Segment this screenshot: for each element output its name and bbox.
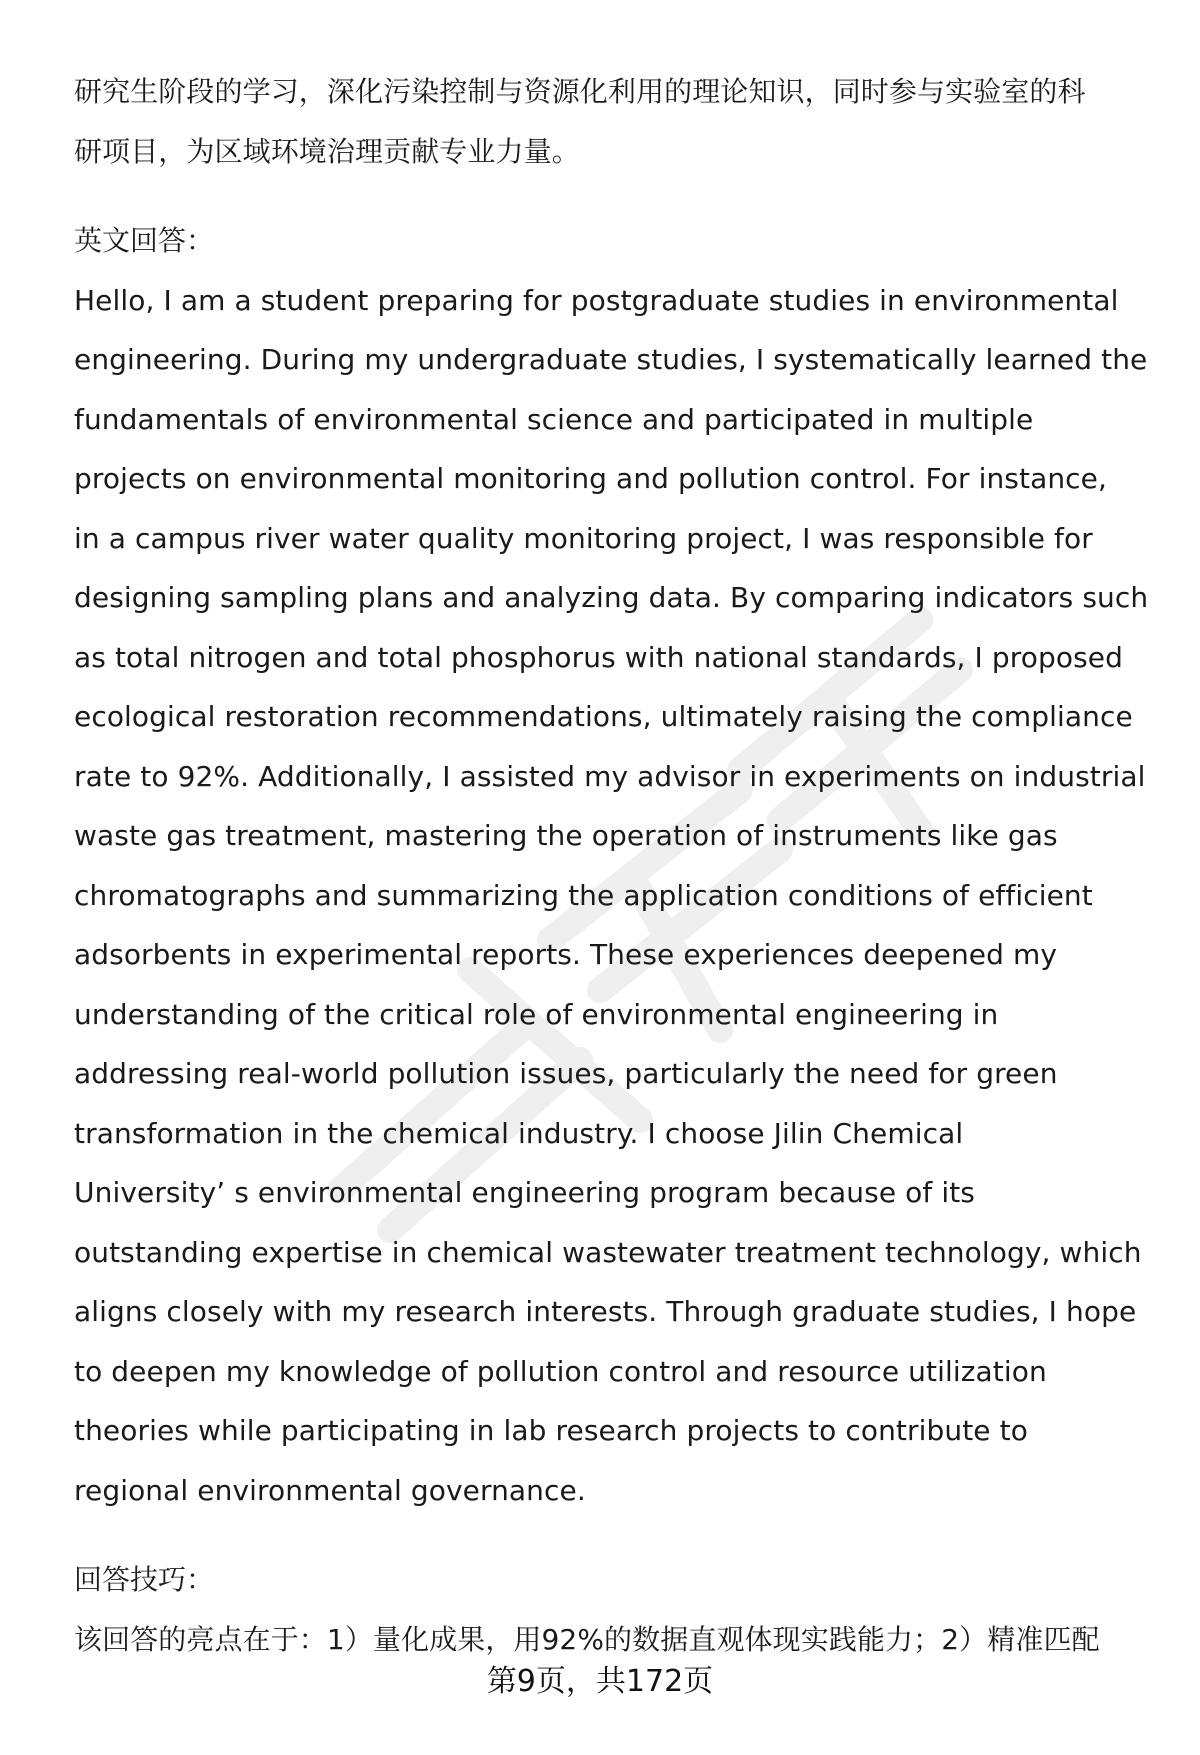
answer-line: fundamentals of environmental science and participated in multiple	[74, 402, 1034, 436]
answer-line: ecological restoration recommendations, ultimately raising the compliance	[74, 700, 1133, 733]
answer-line: Hello, I am a student preparing for postgraduate studies in environmental	[74, 283, 1119, 317]
answer-line: projects on environmental monitoring and pollution control. For instance,	[74, 462, 1108, 495]
tips-heading: 回答技巧：	[74, 1563, 215, 1596]
answer-line: chromatographs and summarizing the application conditions of efficient	[74, 878, 1093, 912]
answer-line: designing sampling plans and analyzing data. By comparing indicators such	[74, 581, 1149, 614]
answer-line: theories while participating in lab research projects to contribute to	[74, 1414, 1028, 1447]
page-number: 第9页，共172页	[486, 1664, 714, 1699]
intro-line: 研项目，为区域环境治理贡献专业力量。	[74, 134, 580, 168]
answer-line: adsorbents in experimental reports. These experiences deepened my	[74, 938, 1058, 971]
answer-line: aligns closely with my research interests. Through graduate studies, I hope	[74, 1295, 1137, 1328]
answer-line: engineering. During my undergraduate studies, I systematically learned the	[74, 343, 1148, 376]
tips-section	[74, 1550, 1154, 1669]
answer-line: rate to 92%. Additionally, I assisted my advisor in experiments on industrial	[74, 759, 1146, 793]
intro-paragraph	[74, 62, 1154, 181]
answer-line: waste gas treatment, mastering the operation of instruments like gas	[74, 819, 1058, 852]
english-answer-section	[74, 211, 1154, 1520]
answer-line: transformation in the chemical industry. I choose Jilin Chemical	[74, 1116, 964, 1150]
intro-line: 研究生阶段的学习，深化污染控制与资源化利用的理论知识，同时参与实验室的科	[74, 75, 1086, 108]
answer-line: in a campus river water quality monitoring project, I was responsible for	[74, 521, 1093, 555]
answer-line: as total nitrogen and total phosphorus with national standards, I proposed	[74, 640, 1124, 674]
english-answer-heading: 英文回答：	[74, 224, 215, 257]
answer-line: regional environmental governance.	[74, 1473, 586, 1507]
answer-line: to deepen my knowledge of pollution control and resource utilization	[74, 1354, 1047, 1388]
answer-line: addressing real-world pollution issues, particularly the need for green	[74, 1057, 1058, 1090]
answer-line: outstanding expertise in chemical wastewater treatment technology, which	[74, 1235, 1142, 1269]
tips-line: 该回答的亮点在于：1）量化成果，用92%的数据直观体现实践能力；2）精准匹配	[74, 1622, 1100, 1656]
document-body	[74, 62, 1154, 1669]
answer-line: University’ s environmental engineering program because of its	[74, 1176, 975, 1209]
answer-line: understanding of the critical role of environmental engineering in	[74, 997, 999, 1031]
